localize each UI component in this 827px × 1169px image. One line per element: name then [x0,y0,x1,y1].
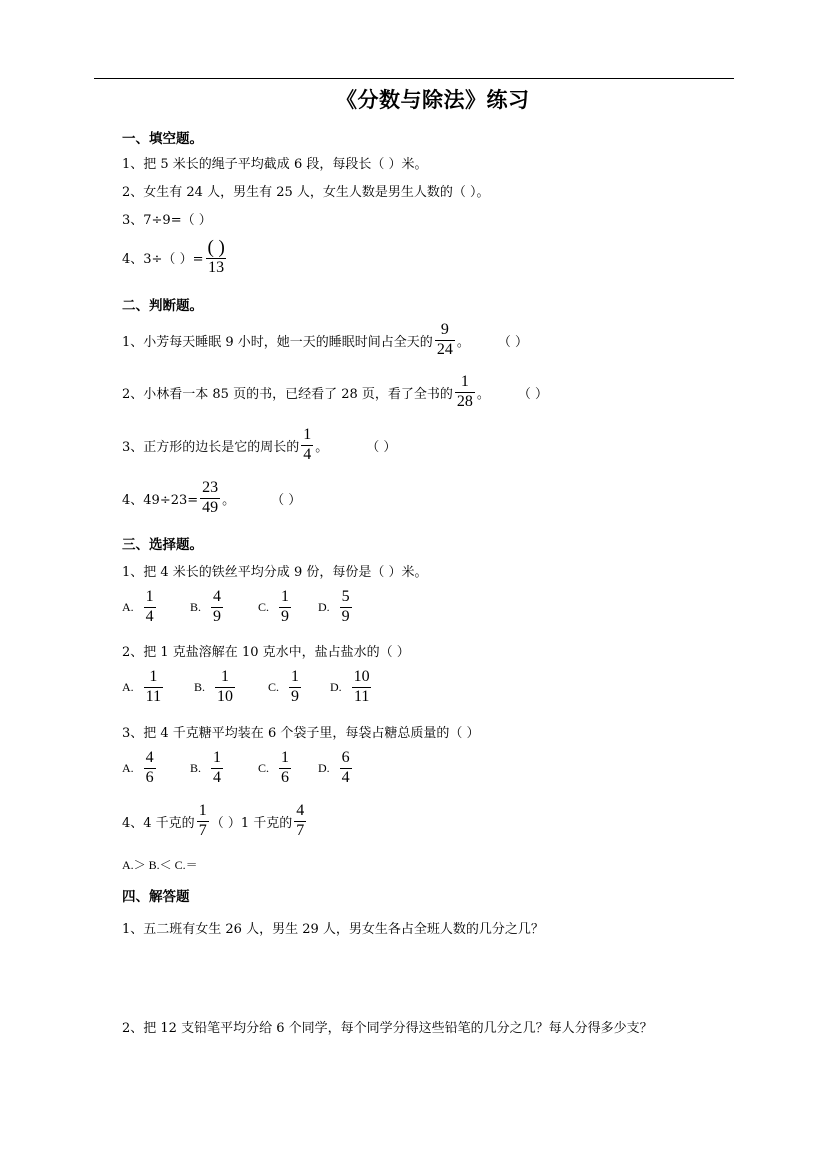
s2-question-1 [122,322,528,359]
s2-q3-answer-blank: （ ） [366,439,397,455]
fraction-numerator: 5 [341,588,350,605]
fraction-denominator: 13 [208,259,225,276]
s4-question-1: 1、五二班有女生 26 人，男生 29 人，男女生各占全班人数的几分之几？ [122,922,544,937]
s4-question-2: 2、把 12 支铅笔平均分给 6 个同学，每个同学分得这些铅笔的几分之几？每人分得多少支？ [122,1021,653,1036]
option-a [122,750,190,787]
option-fraction [340,750,352,787]
option-label: C. [268,679,280,694]
s2-question-4 [122,480,301,517]
s2-q4-end: 。 [222,492,236,508]
option-b [190,750,258,787]
fraction-denominator: 4 [213,768,222,786]
option-label: A. [122,599,134,614]
s2-q3-text: 3、正方形的边长是它的周长的 [122,439,300,455]
option-fraction [211,589,223,626]
s1-q4-text: 4、3÷（ ）= [122,251,204,267]
fraction-denominator: 9 [341,607,350,625]
option-fraction [289,669,301,706]
option-a [122,669,194,706]
fraction-numerator: 4 [213,588,222,605]
option-fraction [340,589,352,626]
option-a [122,589,190,626]
s3-q4-fraction-1 [197,803,209,840]
option-label: D. [318,760,330,775]
fraction-denominator: 11 [145,687,162,705]
fraction-numerator: 6 [341,749,350,766]
option-label: A. [122,679,134,694]
s2-q2-end: 。 [476,386,490,402]
fraction-denominator: 24 [436,340,453,358]
s3-q4-middle-text: （ ）1 千克的 [210,815,293,831]
fraction-numerator: 4 [296,802,305,819]
s3-q1-options [122,589,354,626]
s3-q4-options: A.＞ B.＜ C.＝ [122,858,198,872]
option-label: B. [190,760,202,775]
s1-question-2: 2、女生有 24 人，男生有 25 人，女生人数是男生人数的（ ）。 [122,185,490,200]
s3-question-1: 1、把 4 米长的铁丝平均分成 9 份，每份是（ ）米。 [122,565,428,580]
fraction-denominator: 4 [303,445,312,463]
s2-q3-end: 。 [315,439,329,455]
s2-q1-text: 1、小芳每天睡眠 9 小时，她一天的睡眠时间占全天的 [122,334,433,350]
fraction-numerator: 1 [281,749,290,766]
fraction-numerator: 1 [221,668,230,685]
s2-q2-fraction [455,374,475,411]
option-label: B. [194,679,206,694]
s2-q4-text: 4、49÷23= [122,492,199,508]
s1-question-1: 1、把 5 米长的绳子平均截成 6 段，每段长（ ）米。 [122,157,428,172]
fraction-denominator: 4 [341,768,350,786]
option-label: C. [258,599,270,614]
fraction-numerator: 4 [145,749,154,766]
option-fraction [211,750,223,787]
fraction-numerator: 1 [460,373,469,390]
fraction-numerator: ( ) [207,237,225,258]
option-c [258,750,318,787]
s3-q2-options [122,669,374,706]
fraction-denominator: 7 [198,821,207,839]
fraction-denominator: 9 [281,607,290,625]
s3-question-2: 2、把 1 克盐溶解在 10 克水中，盐占盐水的（ ） [122,645,410,660]
s2-q2-answer-blank: （ ） [517,386,549,402]
fraction-denominator: 7 [296,821,305,839]
page-title: 《分数与除法》练习 [336,88,530,112]
s2-q2-text: 2、小林看一本 85 页的书，已经看了 28 页，看了全书的 [122,386,453,402]
fraction-denominator: 11 [353,687,370,705]
option-fraction [279,750,291,787]
fraction-numerator: 1 [145,588,154,605]
fraction-numerator: 1 [198,802,207,819]
option-fraction [279,589,291,626]
option-c [258,589,318,626]
fraction-denominator: 28 [456,392,473,410]
fraction-denominator: 6 [281,768,290,786]
s2-q1-answer-blank: （ ） [497,334,528,350]
option-label: D. [330,679,342,694]
section-2-heading: 二、判断题。 [122,298,203,314]
fraction-numerator: 23 [202,479,219,496]
s2-q1-end: 。 [456,334,470,350]
fraction-numerator: 1 [303,426,312,443]
s1-question-3: 3、7÷9=（ ） [122,213,212,228]
s2-question-3 [122,427,396,464]
s2-q1-fraction [435,322,455,359]
section-1-heading: 一、填空题。 [122,131,203,147]
s2-q4-answer-blank: （ ） [271,492,302,508]
s3-question-4 [122,803,308,840]
fraction-numerator: 10 [353,668,370,685]
s1-question-4 [122,238,229,277]
option-fraction [215,669,235,706]
section-3-heading: 三、选择题。 [122,537,203,553]
option-fraction [144,669,163,706]
s3-question-3: 3、把 4 千克糖平均装在 6 个袋子里，每袋占糖总质量的（ ） [122,726,480,741]
fraction-numerator: 1 [213,749,222,766]
fraction-denominator: 10 [217,687,234,705]
option-d [318,750,354,787]
s2-q4-fraction [200,480,220,517]
fraction-denominator: 6 [145,768,154,786]
option-fraction [144,750,156,787]
fraction-denominator: 9 [291,687,300,705]
fraction-denominator: 49 [202,498,219,516]
option-c [268,669,330,706]
fraction-numerator: 9 [440,321,449,338]
fraction-denominator: 9 [213,607,222,625]
option-fraction [144,589,156,626]
option-fraction [352,669,372,706]
section-4-heading: 四、解答题 [122,889,190,905]
option-label: C. [258,760,270,775]
option-label: B. [190,599,202,614]
option-b [190,589,258,626]
s2-q3-fraction [301,427,313,464]
fraction-numerator: 1 [149,668,158,685]
fraction-numerator: 1 [291,668,300,685]
fraction-denominator: 4 [145,607,154,625]
s3-q4-fraction-2 [294,803,306,840]
option-d [318,589,354,626]
header-rule [94,78,734,79]
s2-question-2 [122,374,548,411]
s1-q4-fraction [205,238,226,277]
option-b [194,669,268,706]
option-d [330,669,374,706]
option-label: A. [122,760,134,775]
s3-q4-text: 4、4 千克的 [122,815,195,831]
option-label: D. [318,599,330,614]
fraction-numerator: 1 [281,588,290,605]
s3-q3-options [122,750,354,787]
